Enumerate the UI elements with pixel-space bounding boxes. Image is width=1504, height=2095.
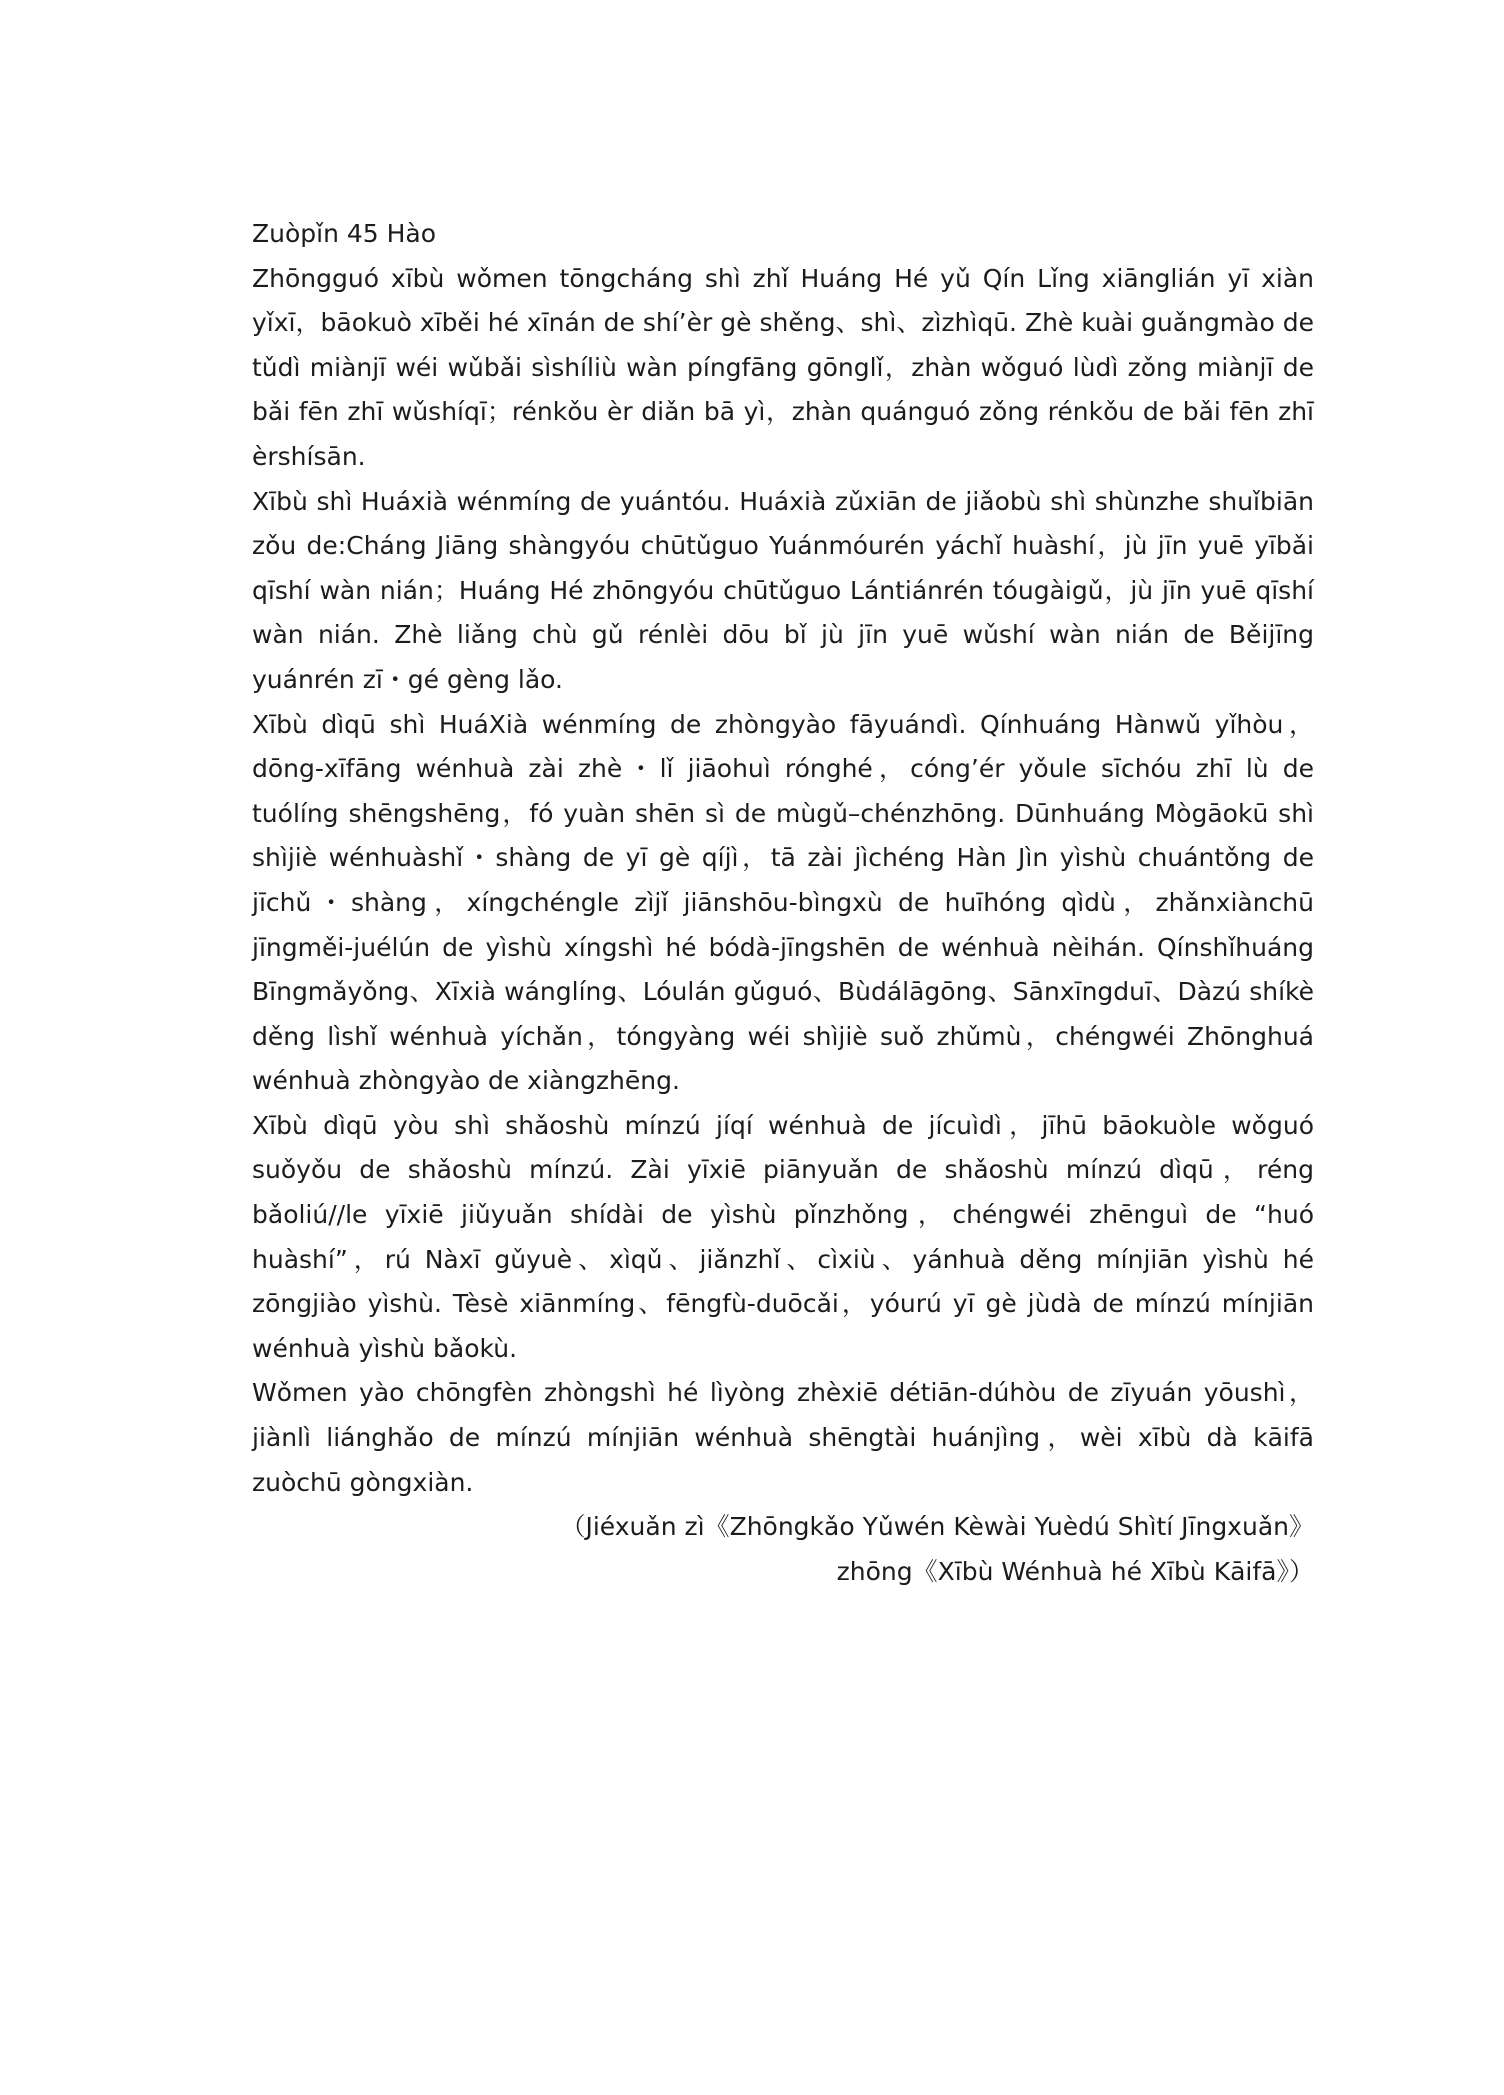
paragraph-3 (252, 703, 1314, 1104)
paragraph-2-text: Xībù shì Huáxià wénmíng de yuántóu. Huáxià zǔxiān de jiǎobù shì shùnzhe shuǐbiān zǒu de:Cháng Jiāng shàngyóu chūtǔguo Yuánmóurén yáchǐ huàshí，jù jīn yuē yībǎi qīshí wàn nián；Huáng Hé zhōngyóu chūtǔguo Lántiánrén tóugàigǔ，jù jīn yuē qīshí wàn nián. Zhè liǎng chù gǔ rénlèi dōu bǐ jù jīn yuē wǔshí wàn nián de Běijīng yuánrén zī・gé gèng lǎo. (252, 486, 1314, 694)
document-body (252, 212, 1314, 1594)
paragraph-3-text: Xībù dìqū shì HuáXià wénmíng de zhòngyào fāyuándì. Qínhuáng Hànwǔ yǐhòu，dōng-xīfāng wénhuà zài zhè・lǐ jiāohuì rónghé，cóng’ér yǒule sīchóu zhī lù de tuólíng shēngshēng，fó yuàn shēn sì de mùgǔ–chénzhōng. Dūnhuáng Mògāokū shì shìjiè wénhuàshǐ・shàng de yī gè qíjì，tā zài jìchéng Hàn Jìn yìshù chuántǒng de jīchǔ・shàng，xíngchéngle zìjǐ jiānshōu-bìngxù de huīhóng qìdù，zhǎnxiànchū jīngměi-juélún de yìshù xíngshì hé bódà-jīngshēn de wénhuà nèihán. Qínshǐhuáng Bīngmǎyǒng、Xīxià wánglíng、Lóulán gǔguó、Bùdálāgōng、Sānxīngduī、Dàzú shíkè děng lìshǐ wénhuà yíchǎn，tóngyàng wéi shìjiè suǒ zhǔmù，chéngwéi Zhōnghuá wénhuà zhòngyào de xiàngzhēng. (252, 709, 1314, 1096)
paragraph-4-text: Xībù dìqū yòu shì shǎoshù mínzú jíqí wénhuà de jícuìdì，jīhū bāokuòle wǒguó suǒyǒu de shǎoshù mínzú. Zài yīxiē piānyuǎn de shǎoshù mínzú dìqū，réng bǎoliú//le yīxiē jiǔyuǎn shídài de yìshù pǐnzhǒng，chéngwéi zhēnguì de “huó huàshí”，rú Nàxī gǔyuè、xìqǔ、jiǎnzhǐ、cìxiù、yánhuà děng mínjiān yìshù hé zōngjiào yìshù. Tèsè xiānmíng、fēngfù-duōcǎi，yóurú yī gè jùdà de mínzú mínjiān wénhuà yìshù bǎokù. (252, 1110, 1314, 1363)
source-citation (252, 1505, 1314, 1594)
paragraph-4 (252, 1104, 1314, 1372)
paragraph-5 (252, 1371, 1314, 1505)
work-title: Zuòpǐn 45 Hào (252, 219, 437, 248)
paragraph-1-text: Zhōngguó xībù wǒmen tōngcháng shì zhǐ Huáng Hé yǔ Qín Lǐng xiānglián yī xiàn yǐxī，bāokuò xīběi hé xīnán de shí’èr gè shěng、shì、zìzhìqū. Zhè kuài guǎngmào de tǔdì miànjī wéi wǔbǎi sìshíliù wàn píngfāng gōnglǐ，zhàn wǒguó lùdì zǒng miànjī de bǎi fēn zhī wǔshíqī；rénkǒu èr diǎn bā yì，zhàn quánguó zǒng rénkǒu de bǎi fēn zhī èrshísān. (252, 263, 1314, 471)
paragraph-2 (252, 480, 1314, 703)
paragraph-1 (252, 257, 1314, 480)
source-line-1: （Jiéxuǎn zì《Zhōngkǎo Yǔwén Kèwài Yuèdú Shìtí Jīngxuǎn》 (560, 1512, 1314, 1542)
paragraph-5-text: Wǒmen yào chōngfèn zhòngshì hé lìyòng zhèxiē détiān-dúhòu de zīyuán yōushì，jiànlì liánghǎo de mínzú mínjiān wénhuà shēngtài huánjìng，wèi xībù dà kāifā zuòchū gòngxiàn. (252, 1378, 1314, 1497)
source-line-2: zhōng《Xībù Wénhuà hé Xībù Kāifā》） (836, 1556, 1314, 1586)
